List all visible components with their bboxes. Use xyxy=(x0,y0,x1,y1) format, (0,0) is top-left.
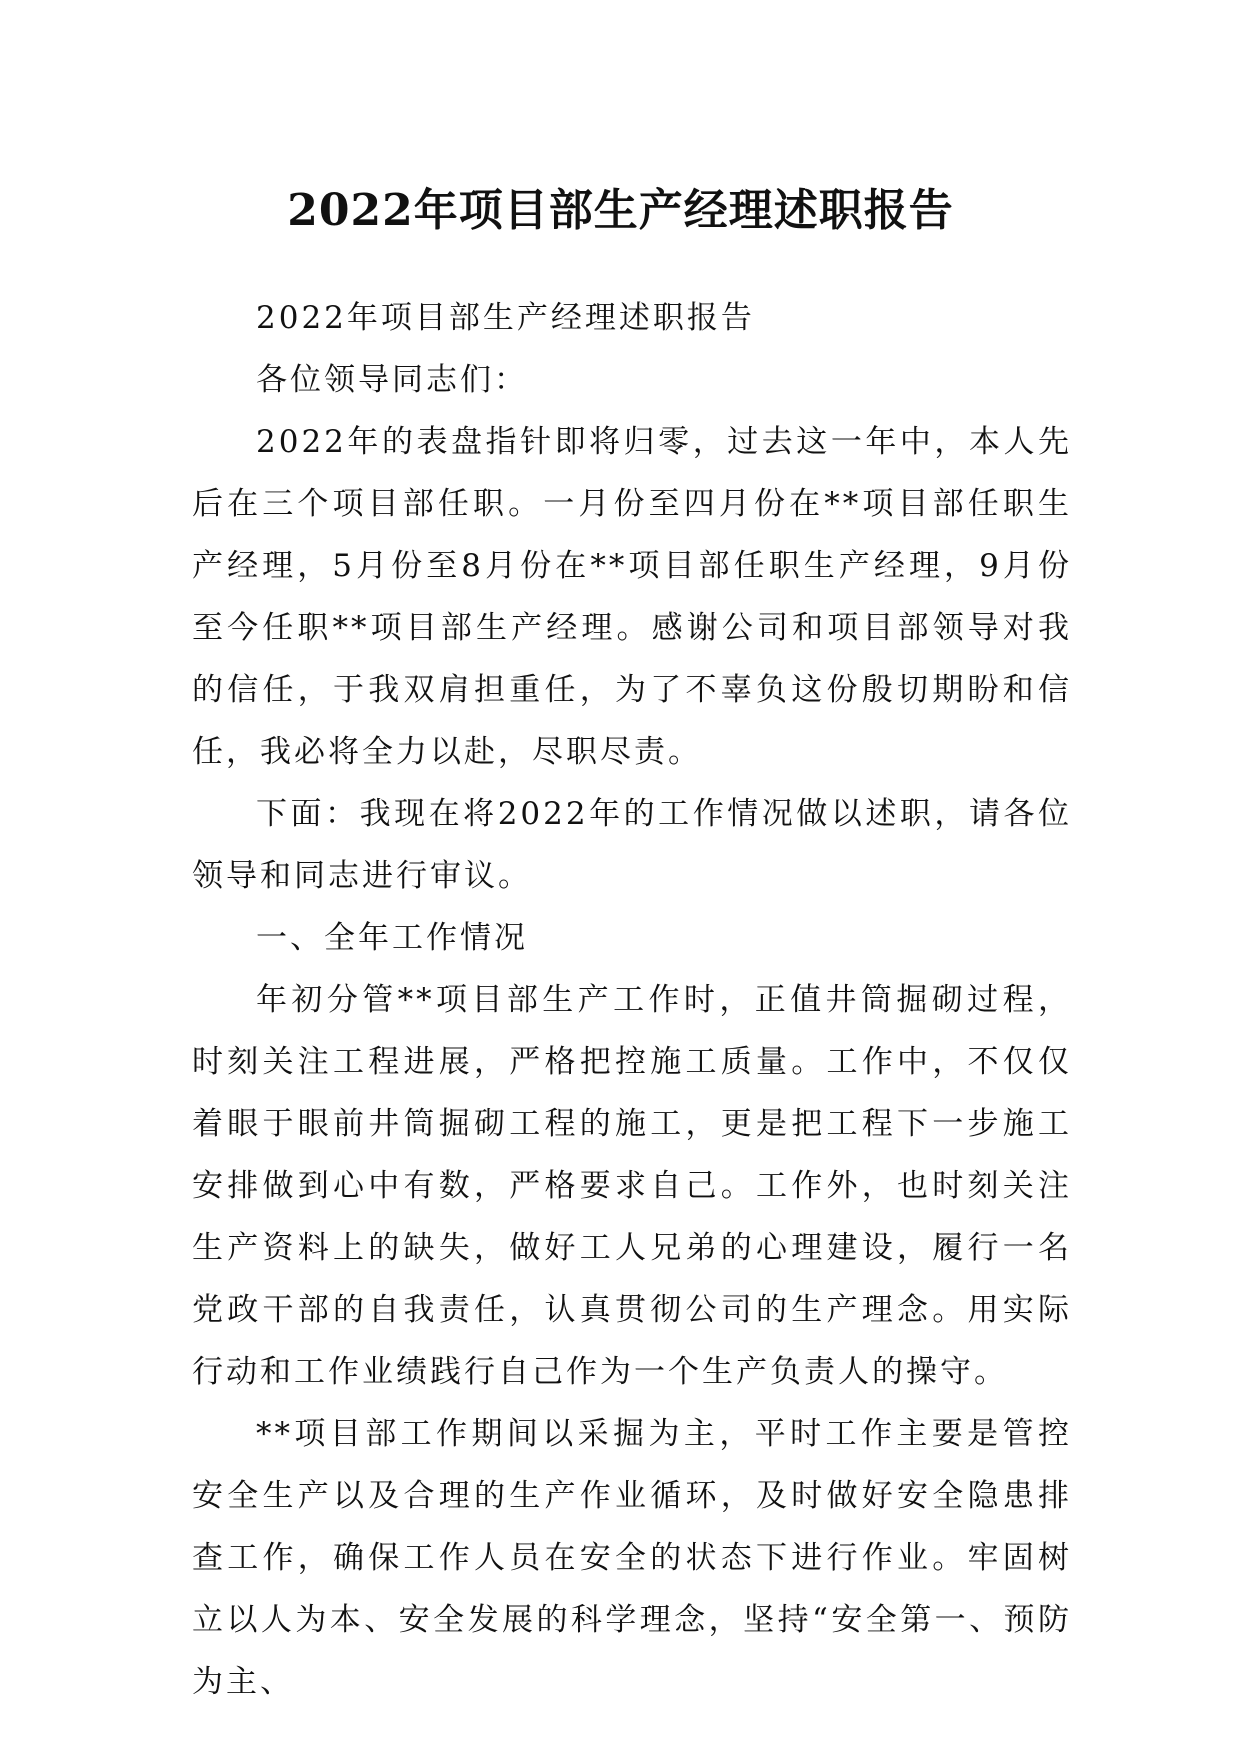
paragraph-intro: 2022年的表盘指针即将归零，过去这一年中，本人先后在三个项目部任职。一月份至四月份在**项目部任职生产经理，5月份至8月份在**项目部任职生产经理，9月份至今任职**项目部生产经理。感谢公司和项目部领导对我的信任，于我双肩担重任，为了不辜负这份殷切期盼和信任，我必将全力以赴，尽职尽责。 xyxy=(192,424,1072,770)
document-body xyxy=(192,287,1072,1713)
document-title: 2022年项目部生产经理述职报告 xyxy=(287,185,954,237)
paragraph-preface: 下面：我现在将2022年的工作情况做以述职，请各位领导和同志进行审议。 xyxy=(192,796,1072,894)
section-heading: 一、全年工作情况 xyxy=(256,920,528,956)
paragraph-work-2: **项目部工作期间以采掘为主，平时工作主要是管控安全生产以及合理的生产作业循环，及时做好安全隐患排查工作，确保工作人员在安全的状态下进行作业。牢固树立以人为本、安全发展的科学理念，坚持“安全第一、预防为主、 xyxy=(192,1416,1072,1700)
paragraph-work-1: 年初分管**项目部生产工作时，正值井筒掘砌过程，时刻关注工程进展，严格把控施工质量。工作中，不仅仅着眼于眼前井筒掘砌工程的施工，更是把工程下一步施工安排做到心中有数，严格要求自己。工作外，也时刻关注生产资料上的缺失，做好工人兄弟的心理建设，履行一名党政干部的自我责任，认真贯彻公司的生产理念。用实际行动和工作业绩践行自己作为一个生产负责人的操守。 xyxy=(192,982,1072,1390)
paragraph-subtitle: 2022年项目部生产经理述职报告 xyxy=(256,300,755,336)
paragraph-salutation: 各位领导同志们： xyxy=(256,362,528,398)
